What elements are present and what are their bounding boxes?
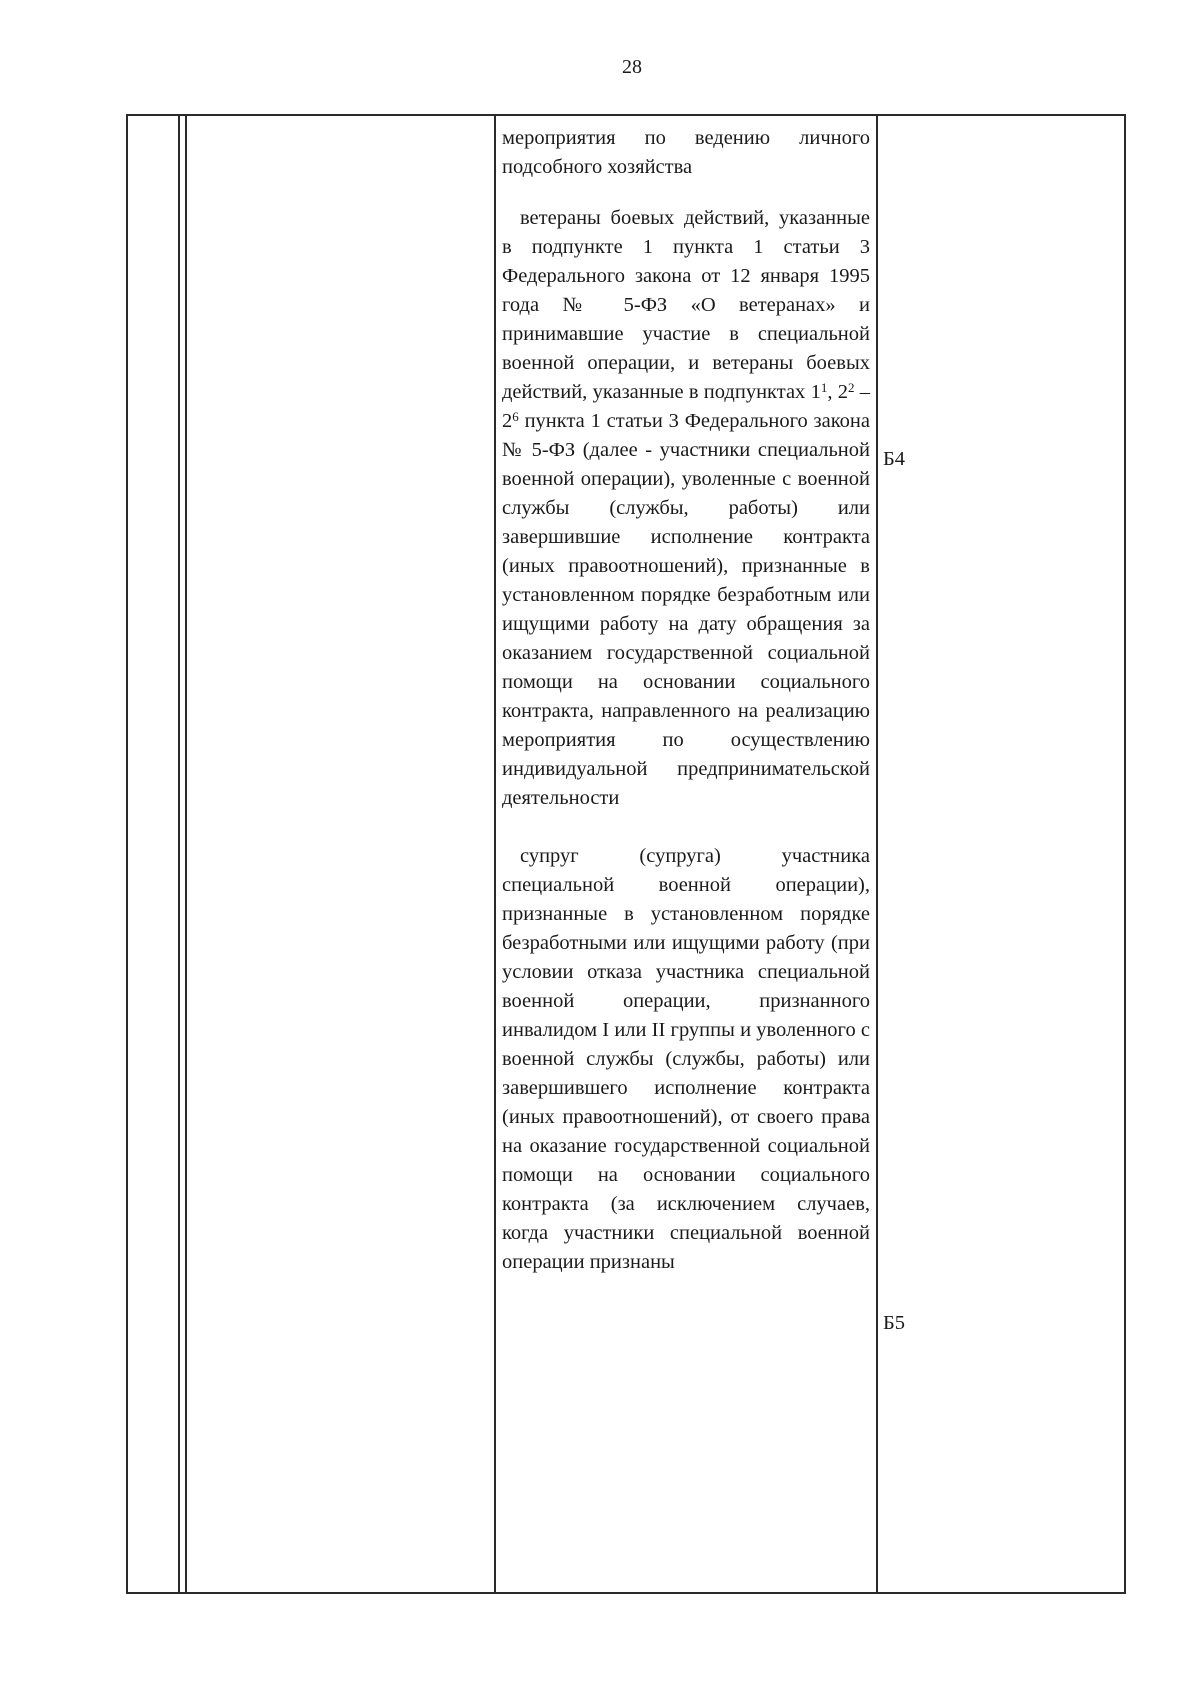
b4-text-b: , 2 [827,381,848,403]
b4-text-c: – 2 [502,381,871,432]
b4-superscript-1: 1 [820,380,828,395]
b4-superscript-2: 2 [847,380,855,395]
b4-superscript-3: 6 [512,409,519,424]
document-table [126,114,1126,1594]
description-column [502,124,870,1277]
b4-text-a: ветераны боевых действий, указанные в подпункте 1 пункта 1 статьи 3 Федерального закона от 12 января 1995 года № 5-ФЗ «О ветеранах» и принимавшие участие в специальной военной операции, и ветераны боевых действий, указанные в подпунктах 1 [502,207,870,403]
b4-paragraph [502,204,870,813]
table-column-divider-3 [494,116,496,1592]
code-b5: Б5 [883,1312,906,1334]
intro-paragraph: мероприятия по ведению личного подсобного хозяйства [502,127,870,178]
page-number: 28 [622,56,642,78]
b5-paragraph: супруг (супруга) участника специальной военной операции), признанные в установленном порядке безработными или ищущими работу (при условии отказа участника специальной военной операции, признанного инвалидом I или II группы и уволенного с военной службы (службы, работы) или завершившего исполнение контракта (иных правоотношений), от своего права на оказание государственной социальной помощи на основании социального контракта (за исключением случаев, когда участники специальной военной операции признаны [502,845,870,1273]
table-column-divider-1 [178,116,180,1592]
table-column-divider-4 [876,116,878,1592]
code-b4: Б4 [883,448,906,470]
b4-text-d: пункта 1 статьи 3 Федерального закона № 5-ФЗ (далее - участники специальной военной операции), уволенные с военной службы (службы, работы) или завершившие исполнение контракта (иных правоотношений), признанные в установленном порядке безработным или ищущими работу на дату обращения за оказанием государственной социальной помощи на основании социального контракта, направленного на реализацию мероприятия по осуществлению индивидуальной предпринимательской деятельности [502,410,870,809]
table-column-divider-2 [185,116,187,1592]
